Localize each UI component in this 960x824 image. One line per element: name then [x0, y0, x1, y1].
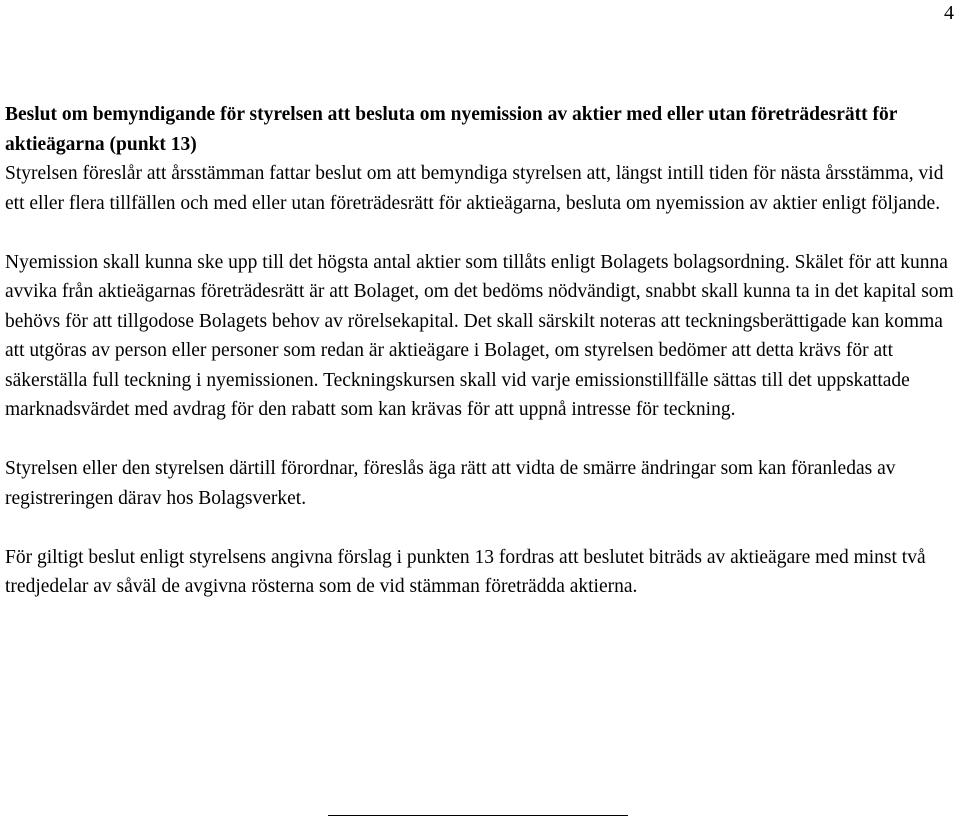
section-heading: Beslut om bemyndigande för styrelsen att besluta om nyemission av aktier med eller utan företrädesrätt för aktieägarna (punkt 13) — [5, 104, 898, 155]
page-number: 4 — [944, 2, 954, 24]
paragraph-share-issue: Nyemission skall kunna ske upp till det högsta antal aktier som tillåts enligt Bolagets bolagsordning. Skälet för att kunna avvika från aktieägarnas företrädesrätt är att Bolaget, om det bedöms nödvändigt, snabbt skall kunna ta in det kapital som behövs för att tillgodose Bolagets behov av rörelsekapital. Det skall särskilt noteras att teckningsberättigade kan komma att utgöras av person eller personer som redan är aktieägare i Bolaget, om styrelsen bedömer att detta krävs för att säkerställa full teckning i nyemissionen. Teckningskursen skall vid varje emissionstillfälle sättas till det uppskattade marknadsvärdet med avdrag för den rabatt som kan krävas för att uppnå intresse för teckning. — [5, 251, 954, 420]
paragraph-proposal: Styrelsen föreslår att årsstämman fattar beslut om att bemyndiga styrelsen att, längst intill tiden för nästa årsstämma, vid ett eller flera tillfällen och med eller utan företrädesrätt för aktieägarna, besluta om nyemission av aktier enligt följande. — [5, 163, 944, 214]
document-body — [5, 100, 955, 602]
paragraph-minor-changes: Styrelsen eller den styrelsen därtill förordnar, föreslås äga rätt att vidta de smärre ändringar som kan föranledas av registreringen därav hos Bolagsverket. — [5, 458, 896, 509]
footer-rule — [328, 815, 628, 816]
paragraph-majority-requirement: För giltigt beslut enligt styrelsens angivna förslag i punkten 13 fordras att beslutet biträds av aktieägare med minst två tredjedelar av såväl de avgivna rösterna som de vid stämman företrädda aktierna. — [5, 546, 926, 597]
